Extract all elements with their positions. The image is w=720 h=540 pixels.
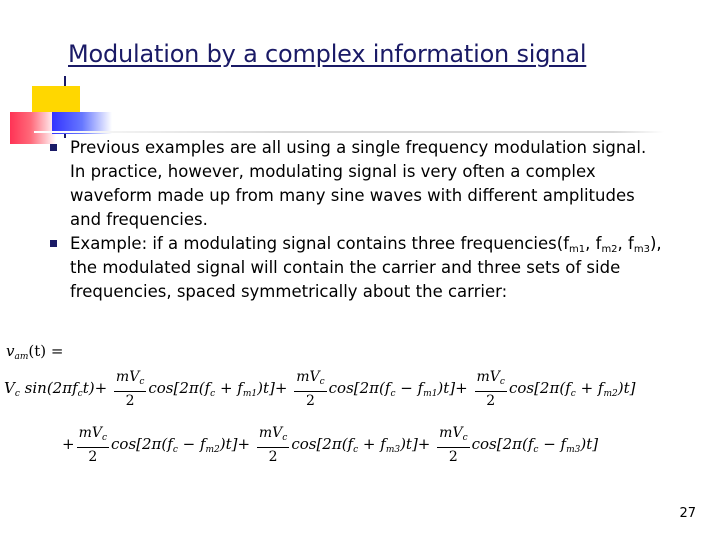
subscript: m1 bbox=[569, 244, 586, 255]
bullet-text-part: , f bbox=[585, 234, 602, 253]
subscript: m3 bbox=[633, 244, 650, 255]
bullet-text: Previous examples are all using a single frequency modulation signal. In practice, however, modulating signal is very often a complex waveform made up from many sine waves with different amplitudes and frequencies. bbox=[70, 138, 647, 229]
fraction: $\frac{mV_c}{2}$ bbox=[78, 425, 108, 465]
subscript: m2 bbox=[601, 244, 618, 255]
bullet-text-part: ), the modulated signal will contain the carrier and three sets of side frequencies, spaced symmetrically about the carrier: bbox=[70, 234, 662, 301]
bullet-list bbox=[46, 136, 666, 304]
fraction: $\frac{mV_c}{2}$ bbox=[476, 369, 505, 409]
square-bullet-icon bbox=[50, 144, 57, 151]
fraction: $\frac{mV_c}{2}$ bbox=[258, 425, 288, 465]
equation-row-1: $V_c$ $\sin(2\pi f_ct)+$ $\frac{mV_c}{2}$ $\cos[2\pi(f_c + f_{m1})t]+$ $\frac{mV_c}{2}$ $\cos[2\pi(f_c - f_{m1})t]+$ $\frac{mV_c}{2}$ $\cos[2\pi(f_c + f_{m2})t]$ bbox=[4, 369, 636, 409]
fraction: $\frac{mV_c}{2}$ bbox=[296, 369, 325, 409]
equation-row-2: + $\frac{mV_c}{2}$ $\cos[2\pi(f_c - f_{m2})t]+$ $\frac{mV_c}{2}$ $\cos[2\pi(f_c + f_{m3})t]+$ $\frac{mV_c}{2}$ $\cos[2\pi(f_c - f_{m3})t]$ bbox=[62, 425, 599, 465]
square-bullet-icon bbox=[50, 240, 57, 247]
bullet-item bbox=[46, 136, 666, 232]
bullet-item bbox=[46, 232, 666, 304]
fraction: $\frac{mV_c}{2}$ bbox=[439, 425, 468, 465]
decorative-divider bbox=[34, 131, 664, 133]
bullet-text-part: Example: if a modulating signal contains three frequencies(f bbox=[70, 234, 570, 253]
fraction: $\frac{mV_c}{2}$ bbox=[115, 369, 145, 409]
page-number: 27 bbox=[679, 506, 696, 521]
equation-lhs: $v_{am}(t)$ = bbox=[6, 342, 64, 362]
slide-title: Modulation by a complex information signal bbox=[68, 40, 587, 68]
bullet-text-part: , f bbox=[617, 234, 634, 253]
